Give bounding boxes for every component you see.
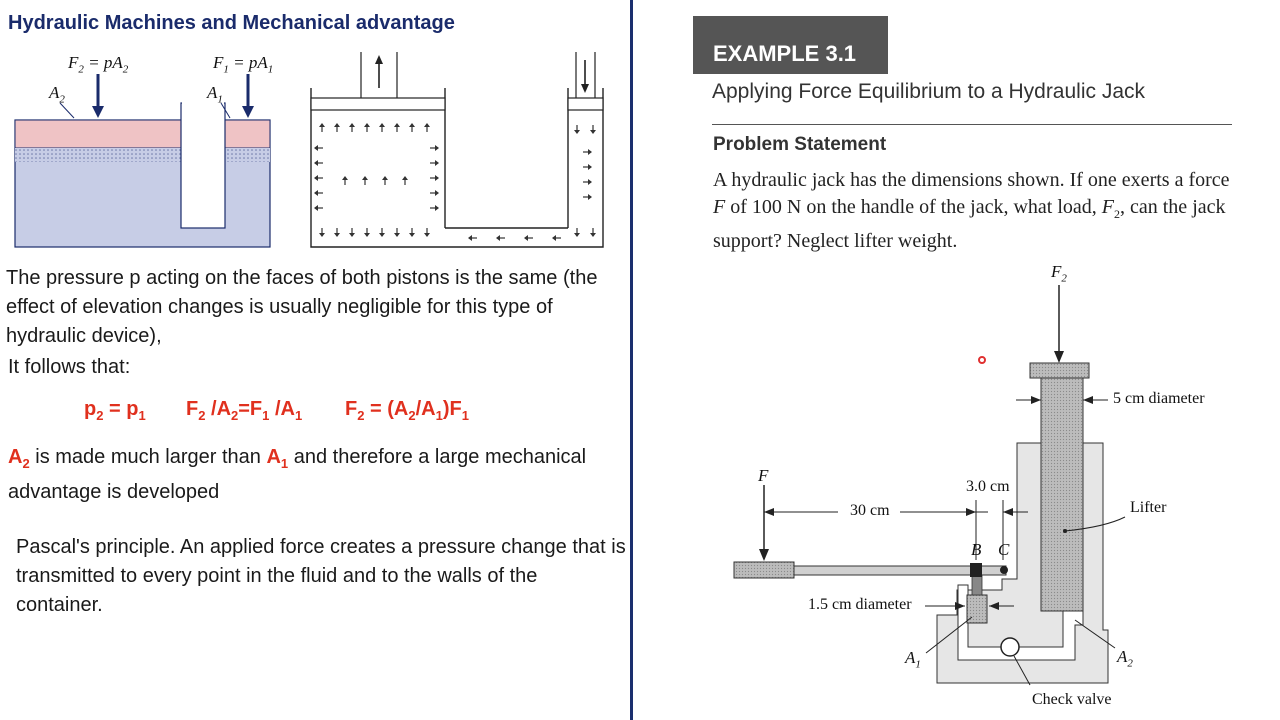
pressure-arrowhead <box>590 130 596 134</box>
pressure-arrowhead <box>314 190 318 196</box>
distance-30cm-label: 30 cm <box>850 502 890 519</box>
jack-f-label: F <box>758 466 769 485</box>
pressure-arrowhead <box>314 175 318 181</box>
pressure-arrowhead <box>409 233 415 237</box>
lifter-label: Lifter <box>1130 499 1167 516</box>
pressure-arrowhead <box>435 205 439 211</box>
pressure-arrowhead <box>409 123 415 127</box>
two-piston-diagram <box>10 48 300 253</box>
pressure-arrowhead <box>468 235 472 241</box>
handle-grip <box>734 562 794 578</box>
fluid-surface-small <box>225 148 270 162</box>
pressure-distribution-diagram <box>305 50 610 252</box>
pressure-arrowhead <box>382 176 388 180</box>
a1-label: $A_1$ <box>207 83 223 106</box>
pressure-arrowhead <box>319 233 325 237</box>
large-piston <box>311 98 445 110</box>
pressure-arrowhead <box>588 149 592 155</box>
example-subtitle: Applying Force Equilibrium to a Hydraulic Jack <box>712 80 1146 103</box>
pressure-arrowhead <box>334 123 340 127</box>
pressure-arrowhead <box>402 176 408 180</box>
pressure-arrowhead <box>424 123 430 127</box>
pressure-paragraph: The pressure p acting on the faces of both pistons is the same (the effect of elevation changes is usually negligible for this type of hydraulic device), <box>6 267 598 347</box>
pressure-arrowhead <box>362 176 368 180</box>
pressure-arrowhead <box>334 233 340 237</box>
pivot-b-label: B <box>971 540 982 559</box>
follows-text: It follows that: <box>8 356 131 378</box>
pressure-arrowhead <box>435 190 439 196</box>
jack-a1-label: $A_1$ <box>905 648 921 671</box>
problem-statement: A hydraulic jack has the dimensions shown. If one exerts a force F of 100 N on the handle of the jack, what load, $F_2$, can the jack support? Neglect lifter weight. <box>713 169 1230 252</box>
pointer-cursor <box>978 356 986 364</box>
lifter-plate <box>1030 363 1089 378</box>
pivot-c-label: C <box>998 540 1010 559</box>
pressure-arrowhead <box>588 194 592 200</box>
pressure-arrowhead <box>314 160 318 166</box>
f1-formula: $F_1 = pA_1$ <box>213 53 274 76</box>
pressure-arrowhead <box>424 233 430 237</box>
pressure-arrowhead <box>349 233 355 237</box>
pressure-arrowhead <box>496 235 500 241</box>
pressure-arrowhead <box>574 233 580 237</box>
jack-f2-label: $F_2$ <box>1051 262 1067 285</box>
piston-large <box>15 120 181 148</box>
pressure-arrowhead <box>364 123 370 127</box>
page-title: Hydraulic Machines and Mechanical advantage <box>8 12 455 34</box>
pressure-arrowhead <box>394 123 400 127</box>
check-valve <box>1001 638 1019 656</box>
pressure-arrowhead <box>314 205 318 211</box>
lifter-cylinder <box>1041 378 1083 611</box>
f2-formula: $F_2 = pA_2$ <box>68 53 129 76</box>
equation-pressure: $p_2 = p_1$ <box>84 398 146 423</box>
problem-heading: Problem Statement <box>713 134 887 155</box>
pressure-arrowhead <box>349 123 355 127</box>
pressure-arrowhead <box>379 123 385 127</box>
pressure-arrowhead <box>588 164 592 170</box>
pressure-arrowhead <box>364 233 370 237</box>
equation-force: $F_2 = (A_2/A_1)F_1$ <box>345 398 469 423</box>
pressure-arrowhead <box>588 179 592 185</box>
pivot-b <box>970 563 982 577</box>
panel-divider <box>630 0 633 720</box>
distance-3cm-label: 3.0 cm <box>966 478 1010 495</box>
jack-a2-label: $A_2$ <box>1117 647 1133 670</box>
equation-ratio: $F_2$ $/A_2=F_1$ $/A_1$ <box>186 398 303 423</box>
pressure-arrowhead <box>435 145 439 151</box>
pressure-arrowhead <box>319 123 325 127</box>
pressure-arrowhead <box>435 160 439 166</box>
piston-small <box>225 120 270 148</box>
pressure-arrowhead <box>524 235 528 241</box>
fluid-surface <box>15 148 181 162</box>
check-valve-label: Check valve <box>1032 691 1112 708</box>
a2-label: $A_2$ <box>49 83 65 106</box>
pressure-arrowhead <box>574 130 580 134</box>
pressure-arrowhead <box>590 233 596 237</box>
advantage-paragraph: $A_2$ is made much larger than $A_1$ and therefore a large mechanical advantage is developed <box>8 446 587 503</box>
section-rule <box>712 124 1232 125</box>
pivot-c <box>1000 566 1008 574</box>
pressure-arrowhead <box>394 233 400 237</box>
pressure-arrowhead <box>342 176 348 180</box>
example-banner: EXAMPLE 3.1 <box>693 16 888 74</box>
pressure-arrowhead <box>435 175 439 181</box>
small-piston <box>568 98 603 110</box>
pressure-arrows <box>314 123 596 241</box>
pressure-arrowhead <box>314 145 318 151</box>
piston-diameter-label: 1.5 cm diameter <box>808 596 912 613</box>
lifter-diameter-label: 5 cm diameter <box>1113 390 1205 407</box>
pressure-arrowhead <box>552 235 556 241</box>
pressure-arrowhead <box>379 233 385 237</box>
pascal-principle: Pascal's principle. An applied force creates a pressure change that is transmitted to every point in the fluid and to the walls of the container. <box>16 536 626 616</box>
